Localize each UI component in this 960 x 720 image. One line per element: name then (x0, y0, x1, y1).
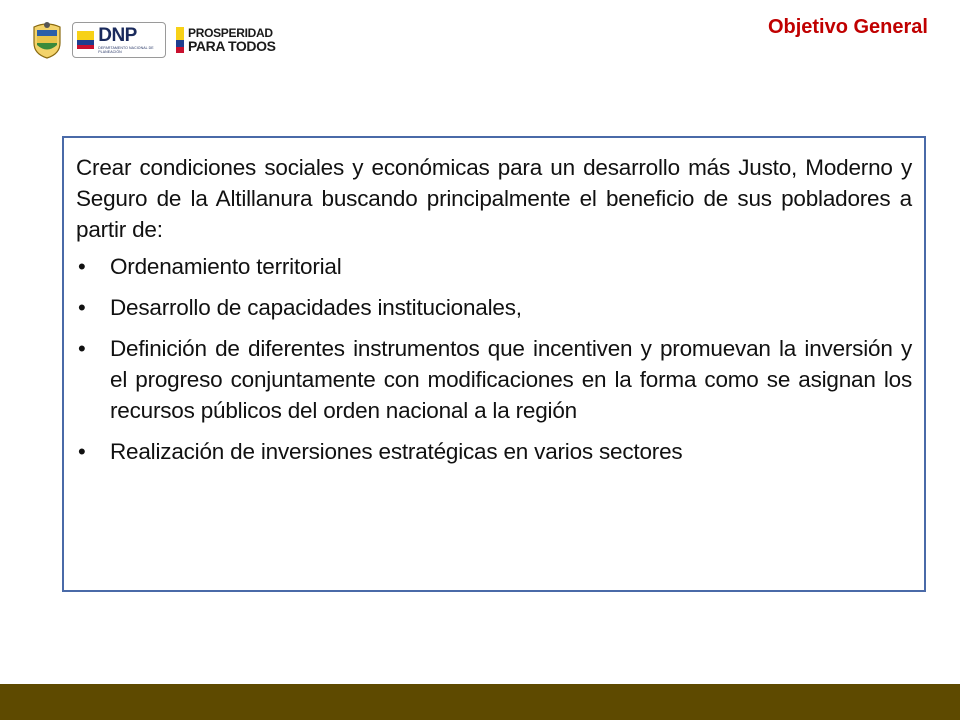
bullet-icon: • (78, 254, 86, 279)
bullet-icon: • (78, 295, 86, 320)
logo-bar (30, 20, 276, 60)
objective-intro: Crear condiciones sociales y económicas para un desarrollo más Justo, Moderno y Seguro de la Altillanura buscando principalmente el beneficio de sus pobladores a partir de: (76, 155, 912, 242)
bullet-text: Desarrollo de capacidades institucionales, (110, 295, 522, 320)
objective-bullet-list (76, 251, 912, 467)
bullet-item (76, 292, 912, 323)
colombia-coat-of-arms-icon (30, 21, 64, 59)
dnp-logo-text: DNP (98, 25, 137, 46)
prosperidad-logo (176, 27, 276, 53)
bullet-item (76, 436, 912, 467)
footer-band (0, 684, 960, 720)
dnp-logo (72, 22, 166, 58)
objective-box (62, 136, 926, 592)
bullet-icon: • (78, 336, 86, 361)
bullet-text: Realización de inversiones estratégicas en varios sectores (110, 439, 683, 464)
prosperidad-logo-line1: PROSPERIDAD (188, 26, 273, 40)
bullet-icon: • (78, 439, 86, 464)
header (0, 0, 960, 70)
dnp-logo-subtitle: DEPARTAMENTO NACIONAL DE PLANEACIÓN (98, 46, 154, 54)
slide-title: Objetivo General (767, 16, 928, 38)
bullet-item (76, 333, 912, 426)
bullet-text: Definición de diferentes instrumentos que incentiven y promuevan la inversión y el progreso conjuntamente con modificaciones en la forma como se asignan los recursos públicos del orden nacional a la región (110, 336, 912, 423)
colombia-flag-icon (77, 31, 94, 49)
bullet-item (76, 251, 912, 282)
colombia-flag-stripe-icon (176, 27, 184, 53)
bullet-text: Ordenamiento territorial (110, 254, 342, 279)
prosperidad-logo-line2: PARA TODOS (188, 38, 276, 54)
